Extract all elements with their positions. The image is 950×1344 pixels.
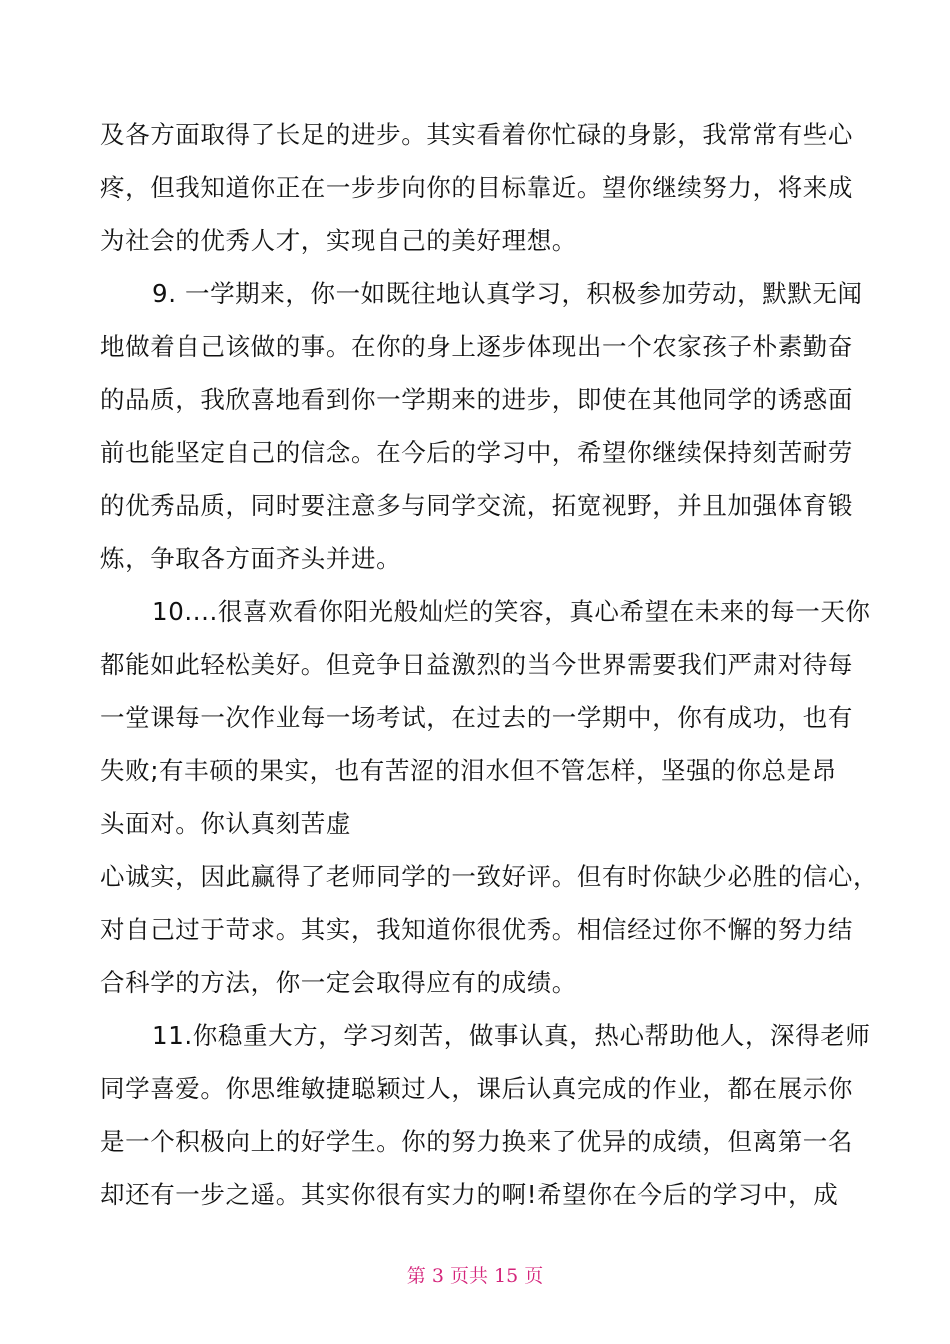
text-line: 失败;有丰硕的果实，也有苦涩的泪水但不管怎样，坚强的你总是昂 <box>100 756 837 785</box>
text-line: 头面对。你认真刻苦虚 <box>100 809 351 838</box>
text-line: 的优秀品质，同时要注意多与同学交流，拓宽视野，并且加强体育锻 <box>100 491 853 520</box>
text-line: 疼，但我知道你正在一步步向你的目标靠近。望你继续努力，将来成 <box>100 173 853 202</box>
text-line: 对自己过于苛求。其实，我知道你很优秀。相信经过你不懈的努力结 <box>100 915 853 944</box>
text-line: 同学喜爱。你思维敏捷聪颖过人，课后认真完成的作业，都在展示你 <box>100 1074 853 1103</box>
text-line: 是一个积极向上的好学生。你的努力换来了优异的成绩，但离第一名 <box>100 1127 853 1156</box>
text-line: 心诚实，因此赢得了老师同学的一致好评。但有时你缺少必胜的信心， <box>100 862 879 891</box>
text-line: 都能如此轻松美好。但竞争日益激烈的当今世界需要我们严肃对待每 <box>100 650 853 679</box>
page-number-footer: 第 3 页共 15 页 <box>406 1265 544 1287</box>
text-line: 为社会的优秀人才，实现自己的美好理想。 <box>100 226 577 255</box>
text-line: 却还有一步之遥。其实你很有实力的啊!希望你在今后的学习中，成 <box>100 1180 839 1209</box>
paragraph-9-start: 9. 一学期来，你一如既往地认真学习，积极参加劳动，默默无闻 <box>152 279 863 308</box>
paragraph-11-start: 11.你稳重大方，学习刻苦，做事认真，热心帮助他人，深得老师 <box>152 1021 871 1050</box>
text-line: 地做着自己该做的事。在你的身上逐步体现出一个农家孩子朴素勤奋 <box>100 332 853 361</box>
paragraph-10-start: 10....很喜欢看你阳光般灿烂的笑容，真心希望在未来的每一天你 <box>152 597 871 626</box>
text-line: 及各方面取得了长足的进步。其实看着你忙碌的身影，我常常有些心 <box>100 120 853 149</box>
text-line: 合科学的方法，你一定会取得应有的成绩。 <box>100 968 577 997</box>
text-line: 一堂课每一次作业每一场考试，在过去的一学期中，你有成功，也有 <box>100 703 853 732</box>
text-line: 前也能坚定自己的信念。在今后的学习中，希望你继续保持刻苦耐劳 <box>100 438 853 467</box>
text-line: 的品质，我欣喜地看到你一学期来的进步，即使在其他同学的诱惑面 <box>100 385 853 414</box>
text-line: 炼，争取各方面齐头并进。 <box>100 544 402 573</box>
